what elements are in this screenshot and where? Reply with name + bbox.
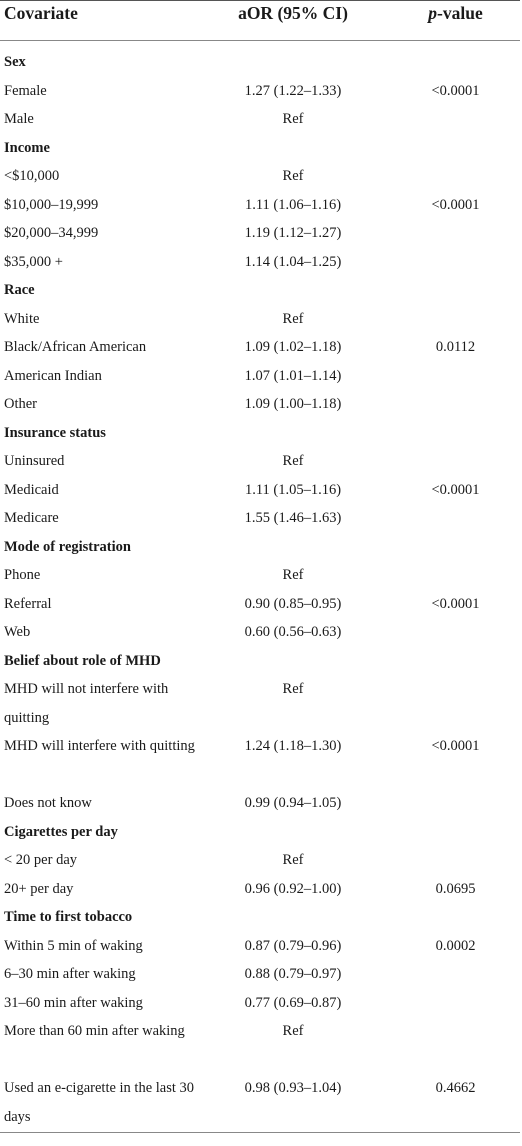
covariate-cell: Phone [4,567,41,583]
section-heading: Cigarettes per day [4,823,118,840]
section-heading: Insurance status [4,424,106,441]
covariate-cell: <$10,000 [4,168,60,184]
covariate-cell: MHD will interfere with quitting [4,738,195,754]
covariate-cell: White [4,310,40,327]
aor-cell: 1.09 (1.02–1.18) [244,339,342,355]
covariate-cell: MHD will not interfere with quitting [4,681,169,726]
covariate-cell: Medicare [4,510,59,526]
covariate-cell: Uninsured [4,453,65,469]
aor-cell: Ref [282,681,304,697]
aor-cell: 0.90 (0.85–0.95) [244,595,342,612]
p-value-cell: <0.0001 [431,738,480,754]
covariate-cell: 6–30 min after waking [4,966,136,982]
covariate-cell: Within 5 min of waking [4,937,143,954]
aor-cell: Ref [282,111,304,127]
covariate-cell: Black/African American [4,339,147,355]
p-value-header-p: p [428,3,438,23]
aor-cell: 1.11 (1.06–1.16) [244,196,342,213]
covariate-cell: $10,000–19,999 [4,196,99,213]
aor-cell: 1.55 (1.46–1.63) [244,510,342,526]
aor-cell: Ref [282,310,304,327]
covariate-cell: Other [4,396,38,412]
covariate-cell: Referral [4,595,52,612]
covariate-cell: American Indian [4,367,102,384]
p-value-cell: 0.0112 [435,339,476,355]
covariate-cell: $20,000–34,999 [4,225,99,241]
p-value-cell: 0.0002 [435,937,476,954]
section-heading: Sex [4,54,26,70]
aor-cell: 0.99 (0.94–1.05) [244,795,342,811]
section-heading: Race [4,282,35,298]
aor-cell: Ref [282,453,304,469]
p-value-cell: 0.4662 [435,1080,476,1096]
aor-cell: 1.27 (1.22–1.33) [244,82,342,99]
aor-cell: Ref [282,168,304,184]
p-value-cell: <0.0001 [431,196,480,213]
p-value-cell: <0.0001 [431,481,480,498]
aor-cell: 0.87 (0.79–0.96) [244,937,342,954]
aor-cell: Ref [282,567,304,583]
covariate-cell: Female [4,82,47,99]
section-heading: Income [4,139,50,156]
aor-header: aOR (95% CI) [238,3,348,23]
aor-cell: 0.96 (0.92–1.00) [244,880,342,897]
covariate-cell: 20+ per day [4,880,74,897]
aor-cell: 1.19 (1.12–1.27) [244,225,342,241]
aor-cell: Ref [282,1023,304,1039]
p-value-cell: 0.0695 [435,880,476,897]
aor-cell: 1.24 (1.18–1.30) [244,738,342,754]
p-value-cell: <0.0001 [431,595,480,612]
covariate-cell: Does not know [4,795,92,811]
section-heading: Belief about role of MHD [4,652,161,669]
covariate-cell: Medicaid [4,481,59,498]
covariate-cell: Male [4,111,34,127]
aor-cell: 1.11 (1.05–1.16) [244,481,342,498]
p-value-header-suffix: -value [437,3,483,23]
covariate-cell: Used an e-cigarette in the last 30 days [4,1080,195,1125]
covariate-cell: $35,000 + [4,253,63,270]
covariate-cell: 31–60 min after waking [4,994,143,1011]
aor-cell: Ref [282,852,304,868]
section-heading: Time to first tobacco [4,909,133,925]
covariate-cell: Web [4,624,31,640]
covariate-cell: More than 60 min after waking [4,1023,185,1039]
aor-cell: 0.77 (0.69–0.87) [244,994,342,1011]
covariate-header: Covariate [4,3,78,23]
aor-cell: 0.98 (0.93–1.04) [244,1080,342,1096]
aor-cell: 1.14 (1.04–1.25) [244,253,342,270]
p-value-cell: <0.0001 [431,82,480,99]
aor-cell: 0.60 (0.56–0.63) [244,624,342,640]
covariate-cell: < 20 per day [4,852,78,868]
aor-cell: 1.09 (1.00–1.18) [244,396,342,412]
section-heading: Mode of registration [4,538,131,555]
aor-cell: 1.07 (1.01–1.14) [244,367,342,384]
aor-cell: 0.88 (0.79–0.97) [244,966,342,982]
table-bottom-rule [0,1132,520,1133]
